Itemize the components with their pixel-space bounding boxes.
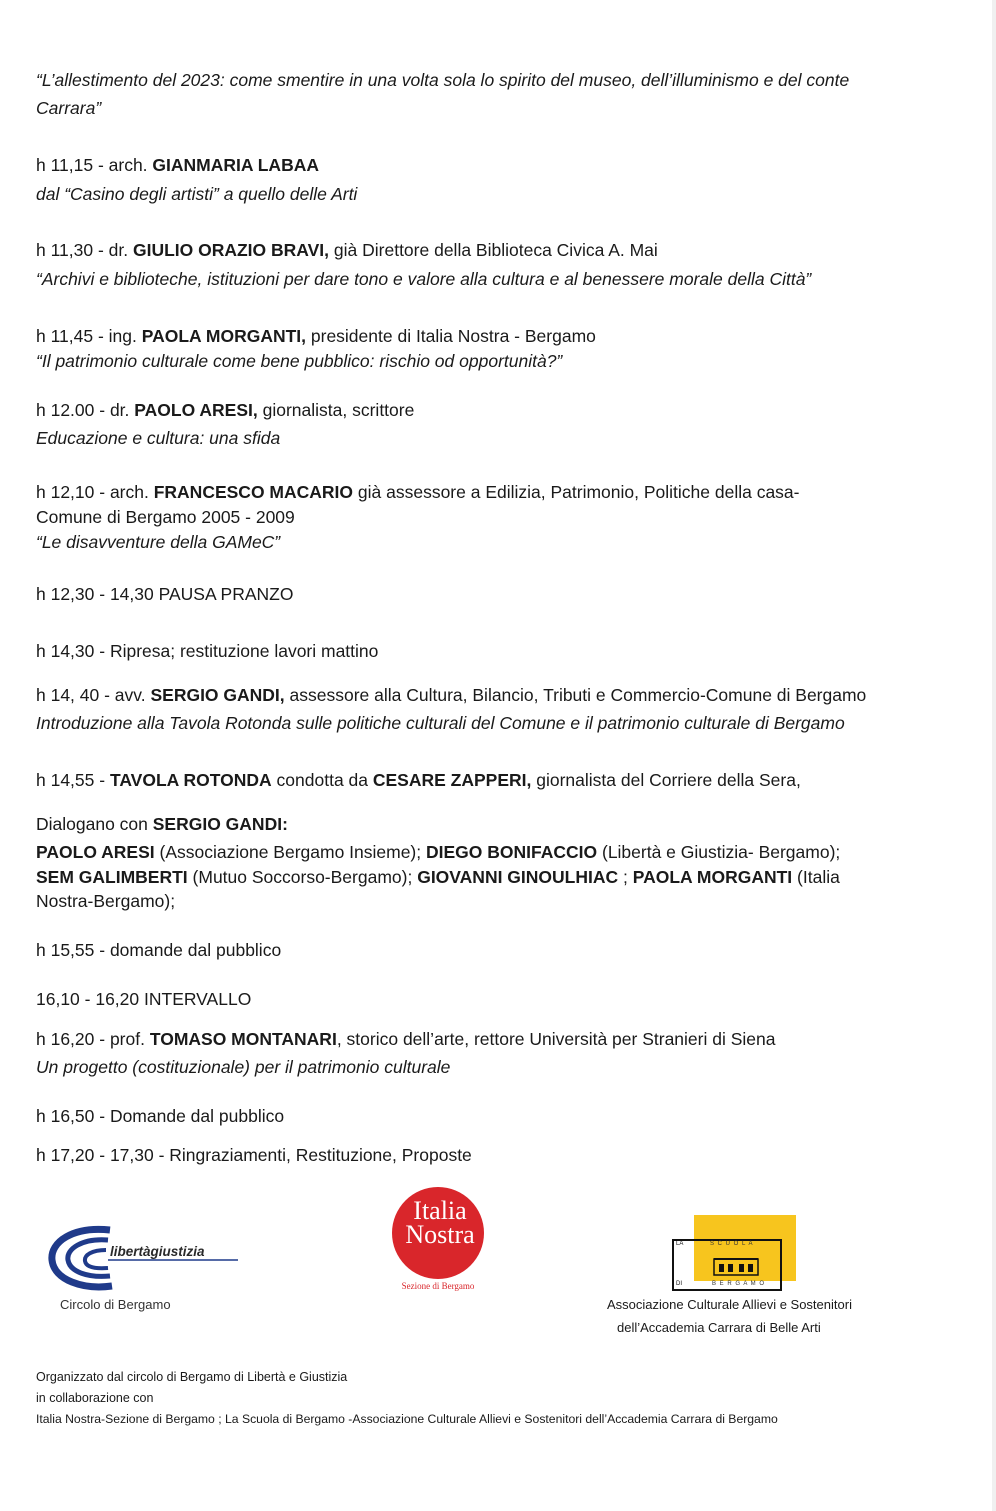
footer-collab: in collaborazione con <box>36 1391 154 1405</box>
panelists-line2 <box>36 865 840 889</box>
liberta-giustizia-caption: Circolo di Bergamo <box>60 1297 171 1312</box>
session-1130 <box>36 238 658 262</box>
panelist-name: SEM GALIMBERTI <box>36 867 188 887</box>
scuola-la: LA <box>676 1241 684 1247</box>
liberta-giustizia-wordmark: libertàgiustizia <box>110 1244 205 1259</box>
dialogue-host: SERGIO GANDI: <box>152 814 288 834</box>
panelist-name: PAOLO ARESI <box>36 842 155 862</box>
session-time: h 16,20 - prof. <box>36 1029 150 1049</box>
speaker-role: già Direttore della Biblioteca Civica A. Mai <box>329 240 658 260</box>
session-1115-title: dal “Casino degli artisti” a quello delle Arti <box>36 184 358 204</box>
lunch-break: h 12,30 - 14,30 PAUSA PRANZO <box>36 584 294 604</box>
speaker-name: TOMASO MONTANARI <box>149 1029 337 1049</box>
speaker-role: presidente di Italia Nostra - Bergamo <box>306 326 596 346</box>
session-1115 <box>36 153 319 177</box>
speaker-role: giornalista, scrittore <box>257 400 415 420</box>
italia-nostra-logo <box>390 1185 490 1293</box>
session-time: h 12,10 - arch. <box>36 482 154 502</box>
dialogue-intro <box>36 812 288 836</box>
scuola-caption-line1: Associazione Culturale Allievi e Sostenitori <box>607 1297 852 1312</box>
panelist-org: (Mutuo Soccorso-Bergamo); <box>187 867 418 887</box>
intro-quote-line2: Carrara” <box>36 98 102 118</box>
round-table-label: TAVOLA ROTONDA <box>109 770 272 790</box>
questions-2: h 16,50 - Domande dal pubblico <box>36 1106 285 1126</box>
italia-nostra-word1: Italia <box>413 1196 467 1225</box>
italia-nostra-subtitle: Sezione di Bergamo <box>401 1281 475 1291</box>
session-1200 <box>36 398 414 422</box>
page-edge <box>992 0 996 1511</box>
speaker-name: PAOLA MORGANTI, <box>141 326 307 346</box>
scuola-caption-line2: dell’Accademia Carrara di Belle Arti <box>617 1320 821 1335</box>
italia-nostra-word2: Nostra <box>405 1220 475 1249</box>
session-1210-role2: Comune di Bergamo 2005 - 2009 <box>36 507 295 527</box>
scuola-word-bottom: B E R G A M O <box>712 1281 766 1287</box>
scuola-di: DI <box>676 1281 682 1287</box>
panelist-name: GIOVANNI GINOULHIAC <box>417 867 619 887</box>
moderator-role: giornalista del Corriere della Sera, <box>531 770 801 790</box>
panelist-org: (Associazione Bergamo Insieme); <box>154 842 426 862</box>
liberta-giustizia-logo <box>48 1222 248 1292</box>
dialogue-intro-text: Dialogano con <box>36 814 153 834</box>
panelists-line3: Nostra-Bergamo); <box>36 891 176 911</box>
session-1620 <box>36 1027 775 1051</box>
session-time: h 11,45 - ing. <box>36 326 142 346</box>
speaker-role: , storico dell’arte, rettore Università per Stranieri di Siena <box>336 1029 776 1049</box>
closing: h 17,20 - 17,30 - Ringraziamenti, Restituzione, Proposte <box>36 1145 472 1165</box>
moderator-name: CESARE ZAPPERI, <box>372 770 532 790</box>
italia-nostra-wordmark <box>400 1196 480 1249</box>
scuola-bergamo-logo <box>672 1215 796 1291</box>
session-time: h 14,55 - <box>36 770 110 790</box>
speaker-role: assessore alla Cultura, Bilancio, Tributi e Commercio-Comune di Bergamo <box>284 685 867 705</box>
panelists-line1 <box>36 840 840 864</box>
session-1145 <box>36 324 596 348</box>
speaker-role: già assessore a Edilizia, Patrimonio, Politiche della casa- <box>353 482 800 502</box>
afternoon-restart: h 14,30 - Ripresa; restituzione lavori mattino <box>36 641 379 661</box>
panelist-org: (Italia <box>792 867 840 887</box>
panelist-name: DIEGO BONIFACCIO <box>426 842 598 862</box>
panelist-org: (Libertà e Giustizia- Bergamo); <box>597 842 841 862</box>
speaker-name: GIANMARIA LABAA <box>152 155 319 175</box>
session-1200-title: Educazione e cultura: una sfida <box>36 428 281 448</box>
session-time: h 12.00 - dr. <box>36 400 135 420</box>
session-1210 <box>36 480 800 504</box>
speaker-name: FRANCESCO MACARIO <box>153 482 354 502</box>
footer-partners: Italia Nostra-Sezione di Bergamo ; La Scuola di Bergamo -Associazione Culturale Allievi e Sostenitori dell’Accademia Carrara di Bergamo <box>36 1412 778 1426</box>
session-time: h 11,30 - dr. <box>36 240 133 260</box>
session-time: h 11,15 - arch. <box>36 155 153 175</box>
round-table-mid: condotta da <box>271 770 373 790</box>
speaker-name: GIULIO ORAZIO BRAVI, <box>132 240 330 260</box>
footer-organizer: Organizzato dal circolo di Bergamo di Libertà e Giustizia <box>36 1370 348 1384</box>
scuola-word-top: S C U O L A <box>710 1241 754 1247</box>
session-1130-title: “Archivi e biblioteche, istituzioni per dare tono e valore alla cultura e al benessere morale della Città” <box>36 269 812 289</box>
scuola-building-icon <box>712 1255 760 1277</box>
session-1440 <box>36 683 866 707</box>
session-1210-title: “Le disavventure della GAMeC” <box>36 532 281 552</box>
panelist-org: ; <box>618 867 633 887</box>
session-1145-title: “Il patrimonio culturale come bene pubblico: rischio od opportunità?” <box>36 351 563 371</box>
speaker-name: SERGIO GANDI, <box>150 685 285 705</box>
session-1440-title: Introduzione alla Tavola Rotonda sulle politiche culturali del Comune e il patrimonio culturale di Bergamo <box>36 713 845 733</box>
session-time: h 14, 40 - avv. <box>36 685 151 705</box>
interval: 16,10 - 16,20 INTERVALLO <box>36 989 252 1009</box>
round-table <box>36 768 801 792</box>
questions-1: h 15,55 - domande dal pubblico <box>36 940 282 960</box>
speaker-name: PAOLO ARESI, <box>134 400 258 420</box>
session-1620-title: Un progetto (costituzionale) per il patrimonio culturale <box>36 1057 451 1077</box>
intro-quote-line1: “L’allestimento del 2023: come smentire in una volta sola lo spirito del museo, dell’illuminismo e del conte <box>36 70 850 90</box>
panelist-name: PAOLA MORGANTI <box>632 867 793 887</box>
